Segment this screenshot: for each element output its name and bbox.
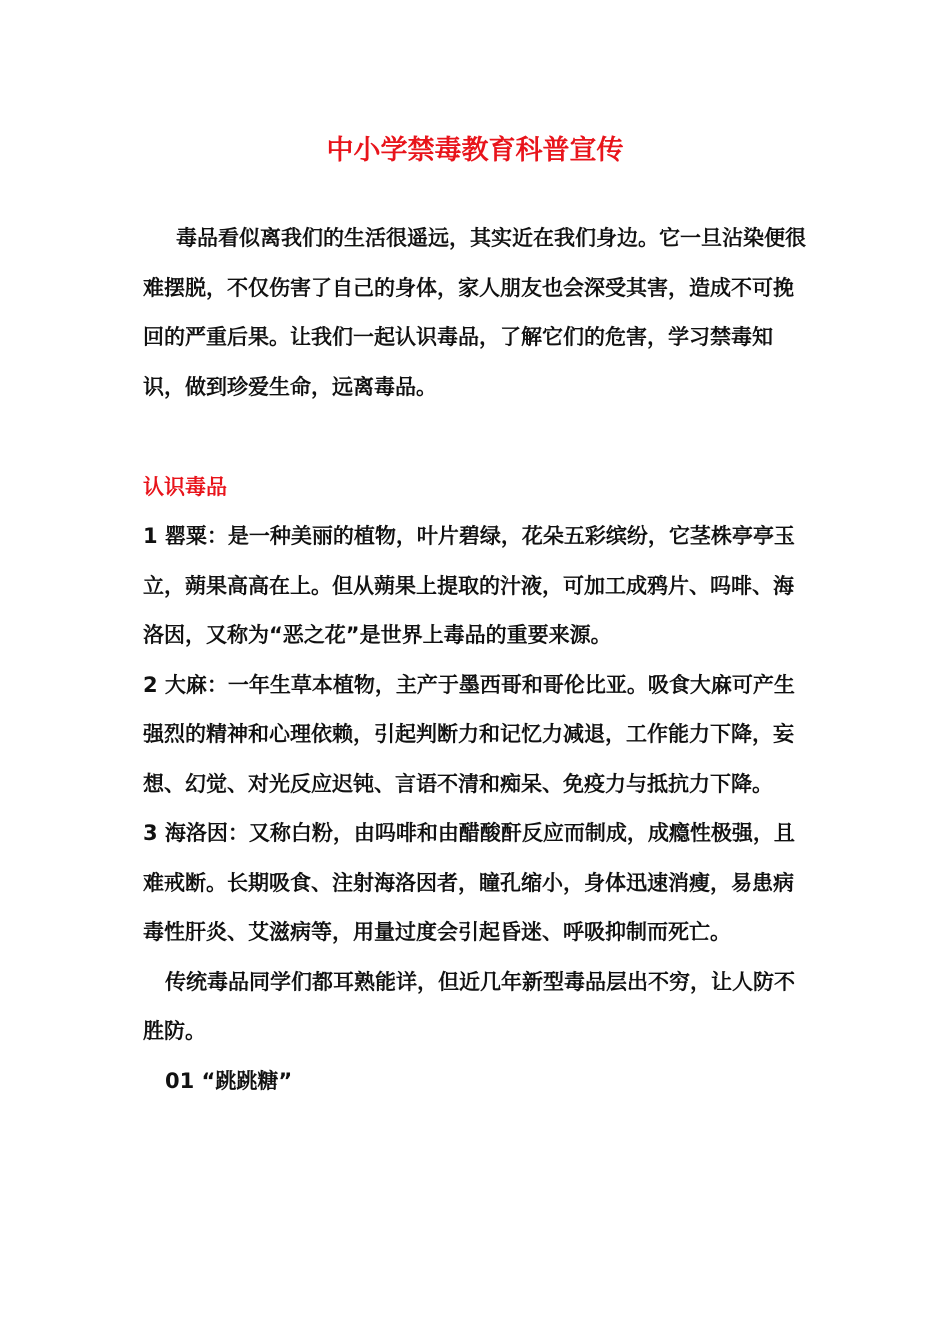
list-item-heroin: 3 海洛因：又称白粉，由吗啡和由醋酸酐反应而制成，成瘾性极强，且难戒断。长期吸食、注射海洛因者，瞳孔缩小，身体迅速消瘦，易患病毒性肝炎、艾滋病等，用量过度会引起昏迷、呼吸抑制而死亡。 [143,821,795,944]
section-heading: 认识毒品 [143,475,227,499]
list-item-poppy: 1 罂粟：是一种美丽的植物，叶片碧绿，花朵五彩缤纷，它茎株亭亭玉立，蒴果高高在上。但从蒴果上提取的汁液，可加工成鸦片、吗啡、海洛因，又称为“恶之花”是世界上毒品的重要来源。 [143,524,795,647]
list-item-cannabis: 2 大麻：一年生草本植物，主产于墨西哥和哥伦比亚。吸食大麻可产生强烈的精神和心理依赖，引起判断力和记忆力减退，工作能力下降，妄想、幻觉、对光反应迟钝、言语不清和痴呆、免疫力与抵抗力下降。 [143,672,795,796]
intro-paragraph: 毒品看似离我们的生活很遥远，其实近在我们身边。它一旦沾染便很难摆脱，不仅伤害了自己的身体，家人朋友也会深受其害，造成不可挽回的严重后果。让我们一起认识毒品，了解它们的危害，学习禁毒知识，做到珍爱生命，远离毒品。 [143,226,806,399]
sub-item-heading: 01 “跳跳糖” [165,1068,293,1093]
transition-paragraph: 传统毒品同学们都耳熟能详，但近几年新型毒品层出不穷，让人防不胜防。 [143,969,795,1043]
document-title: 中小学禁毒教育科普宣传 [326,135,624,166]
drug-list [143,512,813,1106]
